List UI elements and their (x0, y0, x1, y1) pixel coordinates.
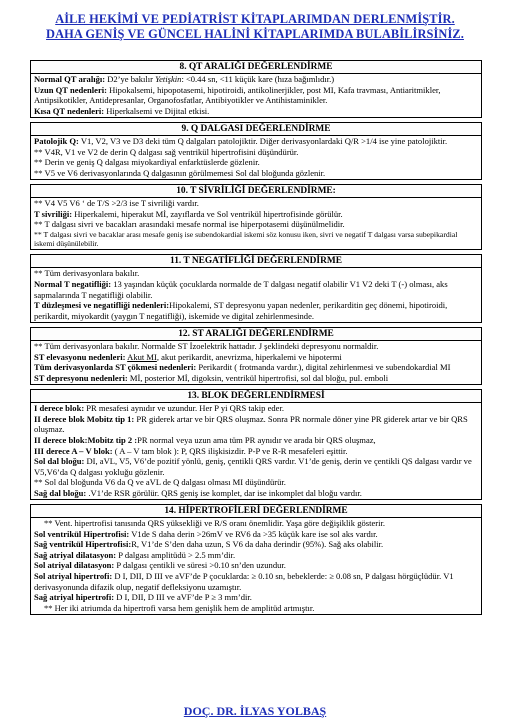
term-label: Sağ dal bloğu: (34, 487, 87, 498)
section-st-interval (30, 327, 482, 385)
banner-line-2: DAHA GENİŞ VE GÜNCEL HALİNİ KİTAPLARIMDA BULABİLİRSİNİZ. (46, 27, 464, 41)
note-row: ** T dalgası sivri ve bacaklar arası mesafe geniş ise subendokardial iskemi söz konusu iken, sivri ve negatif T dalgası varsa subepikardial iskemi düşünülebilir. (34, 230, 458, 249)
note-row: ** T dalgası sivri ve bacakları arasındaki mesafe normal ise hiperpotasemi düşünülmelidir. (34, 219, 345, 230)
section-title: 12. ST ARALIĞI DEĞERLENDİRME (31, 328, 481, 341)
term-text: Perikardit ( frotmanda vardır.), digital zehirlenmesi ve subendokardial MI (196, 362, 451, 373)
term-text: V1de S daha derin >26mV ve RV6 da >35 küçük kare ise sol aks vardır. (129, 528, 378, 539)
term-label: Patolojik Q: (34, 136, 79, 147)
term-label: Normal QT aralığı: (34, 74, 106, 84)
term-text: D I, DII, D III ve aVF’de P ≥ 3 mm’dir. (114, 592, 252, 603)
note-row: ** Vent. hipertrofisi tanısında QRS yüksekliği ve R/S oranı önemlidir. Yaşa göre değişiklik gösterir. (44, 518, 385, 529)
term-label: Tüm derivasyonlarda ST çökmesi nedenleri: (34, 362, 197, 373)
term-text: Hiperkalemi, hiperakut Mİ, zayıflarda ve Sol ventrikül hipertrofisinde görülür. (72, 208, 343, 219)
term-text: D2’ye bakılır (105, 74, 156, 84)
text-row (34, 550, 479, 561)
section-t-negativity (30, 254, 482, 323)
text-row (34, 529, 479, 540)
term-label: Sol dal bloğu: (34, 456, 85, 467)
header-banner (0, 12, 510, 42)
term-text: Mİ, posterior Mİ, digoksin, ventrikül hipertrofisi, sol dal bloğu, pul. emboli (127, 372, 389, 383)
term-text: Hipokalemi, ST depresyonu yapan nedenler, perikarditin geç dönemi, hipotiroidi, perikardit, miyokardit (yaygın T negatifliği), iskemide ve digital zehirlenmesinde. (34, 300, 448, 321)
term-label: II derece blok Mobitz tip 1: (34, 413, 135, 424)
text-row (34, 571, 479, 592)
term-text: V1, V2, V3 ve D3 deki tüm Q dalgaları patolojiktir. Diğer derivasyonlardaki Q/R >1/4 ise yine patolojiktir. (78, 136, 448, 147)
text-row (34, 414, 479, 435)
term-text: Yetişkin (155, 74, 182, 84)
term-label: II derece blok:Mobitz tip 2 : (34, 434, 138, 445)
section-qt-interval (30, 60, 482, 118)
section-title: 11. T NEGATİFLİĞİ DEĞERLENDİRME (31, 255, 481, 268)
term-label: Normal T negatifliği: (34, 278, 112, 289)
text-row (34, 85, 479, 106)
term-label: Sağ atriyal hipertrofi: (34, 592, 115, 603)
term-label: T sivriliği: (34, 208, 73, 219)
text-row (34, 136, 479, 147)
term-label: Sol atriyal hipertrofi: (34, 571, 113, 581)
text-row (34, 352, 479, 363)
banner-line-1: AİLE HEKİMİ VE PEDİATRİST KİTAPLARIMDAN DERLENMİŞTİR. (55, 12, 455, 26)
section-title: 8. QT ARALIĞI DEĞERLENDİRME (31, 61, 481, 74)
term-label: I derece blok: (34, 403, 85, 414)
note-row: ** Her iki atriumda da hipertrofi varsa hem genişlik hem de amplitüd artmıştır. (44, 602, 315, 613)
term-text: P dalgası amplitüdü > 2.5 mm’dir. (116, 549, 236, 560)
term-label: Sol ventrikül Hipertrofisi: (34, 528, 130, 539)
note-row: ** Derin ve geniş Q dalgası miyokardiyal enfarktüslerde gözlenir. (34, 157, 260, 168)
section-block (30, 389, 482, 500)
term-text: PR giderek artar ve bir QRS oluşmaz. Sonra PR normale döner yine PR giderek artar ve bir QRS oluşmaz. (34, 413, 468, 435)
text-row (34, 106, 479, 117)
term-text: R, V1’de S’den daha uzun, S V6 da daha derindir (95%). Sağ aks olabilir. (131, 539, 384, 550)
text-row (34, 209, 479, 220)
text-row (34, 362, 479, 373)
term-text: ( A – V tam blok ): P, QRS ilişkisizdir. P-P ve R-R mesafeleri eşittir. (112, 445, 348, 456)
term-label: ST elevasyonu nedenleri: (34, 351, 126, 362)
text-row (34, 456, 479, 477)
term-text: Hiperkalsemi ve Dijital etkisi. (104, 105, 210, 116)
term-text: .V1’de RSR görülür. QRS geniş ise komplet, dar ise inkomplet dal bloğu vardır. (86, 487, 362, 498)
term-text: DI, aVL, V5, V6’de pozitif yönlü, geniş, çentikli QRS vardır. V1’de geniş, derin ve çentikli QS dalgası vardır ve V5,V6’da Q dalgası yokluğu gözlenir. (34, 456, 472, 477)
text-row (34, 446, 479, 457)
note-row: ** Tüm derivasyonlara bakılır. Normalde ST İzoelektrik hattadır. J şeklindeki depresyonu normaldir. (34, 341, 379, 352)
section-title: 9. Q DALGASI DEĞERLENDİRME (31, 123, 481, 136)
text-row (34, 403, 479, 414)
term-label: Sağ atriyal dilatasyon: (34, 549, 117, 560)
note-row: ** V5 ve V6 derivasyonlarında Q dalgasının görülmemesi Sol dal bloğunda gözlenir. (34, 167, 326, 178)
term-text: P dalgası çentikli ve süresi >0.10 sn’den uzundur. (114, 560, 286, 571)
text-row (34, 592, 479, 603)
note-row: ** V4R, V1 ve V2 de derin Q dalgası sağ ventrikül hipertrofisini düşündürür. (34, 146, 299, 157)
term-label: Sol atriyal dilatasyon: (34, 560, 115, 571)
underlined-term: Akut MI (127, 351, 157, 362)
term-text: PR mesafesi aynıdır ve uzundur. Her P yi QRS takip eder. (84, 403, 284, 414)
text-row (34, 488, 479, 499)
note-row: ** V4 V5 V6 ‘ de T/S >2/3 ise T sivriliği vardır. (34, 198, 199, 209)
document-body (30, 60, 482, 619)
section-title: 14. HİPERTROFİLERİ DEĞERLENDİRME (31, 505, 481, 518)
term-text: PR normal veya uzun ama tüm PR aynıdır ve arada bir QRS oluşmaz, (137, 434, 376, 445)
section-q-wave (30, 122, 482, 180)
text-row (34, 279, 479, 300)
text-row (34, 435, 479, 446)
term-text: 13 yaşından küçük çocuklarda normalde de T dalgası negatif olabilir V1 V2 deki T (-) olması, aks sapmalarında T negatifliği olabilir. (34, 278, 448, 300)
term-label: Kısa QT nedenleri: (34, 105, 105, 116)
section-hypertrophy (30, 504, 482, 615)
text-row (34, 300, 479, 321)
note-row: ** Tüm derivasyonlara bakılır. (34, 268, 140, 279)
term-text: : <0.44 sn, <11 küçük kare (hıza bağımlıdır.) (181, 74, 335, 84)
term-label: Uzun QT nedenleri: (34, 84, 107, 95)
author-signature: DOÇ. DR. İLYAS YOLBAŞ (183, 704, 327, 718)
text-row (34, 74, 479, 85)
text-row (34, 560, 479, 571)
note-row: ** Sol dal bloğunda V6 da Q ve aVL de Q dalgası olması MI düşündürür. (34, 477, 286, 488)
term-text: Hipokalsemi, hipopotasemi, hipotiroidi, antikolinerjikler, post MI, Kafa travması, Antiaritmikler, Antipsikotikler, Antidepresanlar, Organofosfatlar, Antibiyotikler ve Antihistaminikler. (34, 84, 441, 106)
term-label: III derece A – V blok: (34, 445, 113, 456)
term-text: D I, DII, D III ve aVF’de P çocuklarda: ≥ 0.10 sn, bebeklerde: ≥ 0.08 sn, P dalgası hörgüçlüdür. V1 derivasyonunda difazik olup, negatif defleksiyonu uzamıştır. (34, 571, 454, 592)
section-t-peaking (30, 184, 482, 250)
term-label: ST depresyonu nedenleri: (34, 372, 128, 383)
term-text: , akut perikardit, anevrizma, hiperkalemi ve hipotermi (156, 351, 342, 362)
text-row (34, 373, 479, 384)
text-row (34, 539, 479, 550)
section-title: 10. T SİVRİLİĞİ DEĞERLENDİRME: (31, 185, 481, 198)
section-title: 13. BLOK DEĞERLENDİRMESİ (31, 390, 481, 403)
term-label: Sağ ventrikül Hipertrofisi: (34, 539, 132, 550)
term-label: T düzleşmesi ve negatifliği nedenleri: (34, 300, 170, 311)
